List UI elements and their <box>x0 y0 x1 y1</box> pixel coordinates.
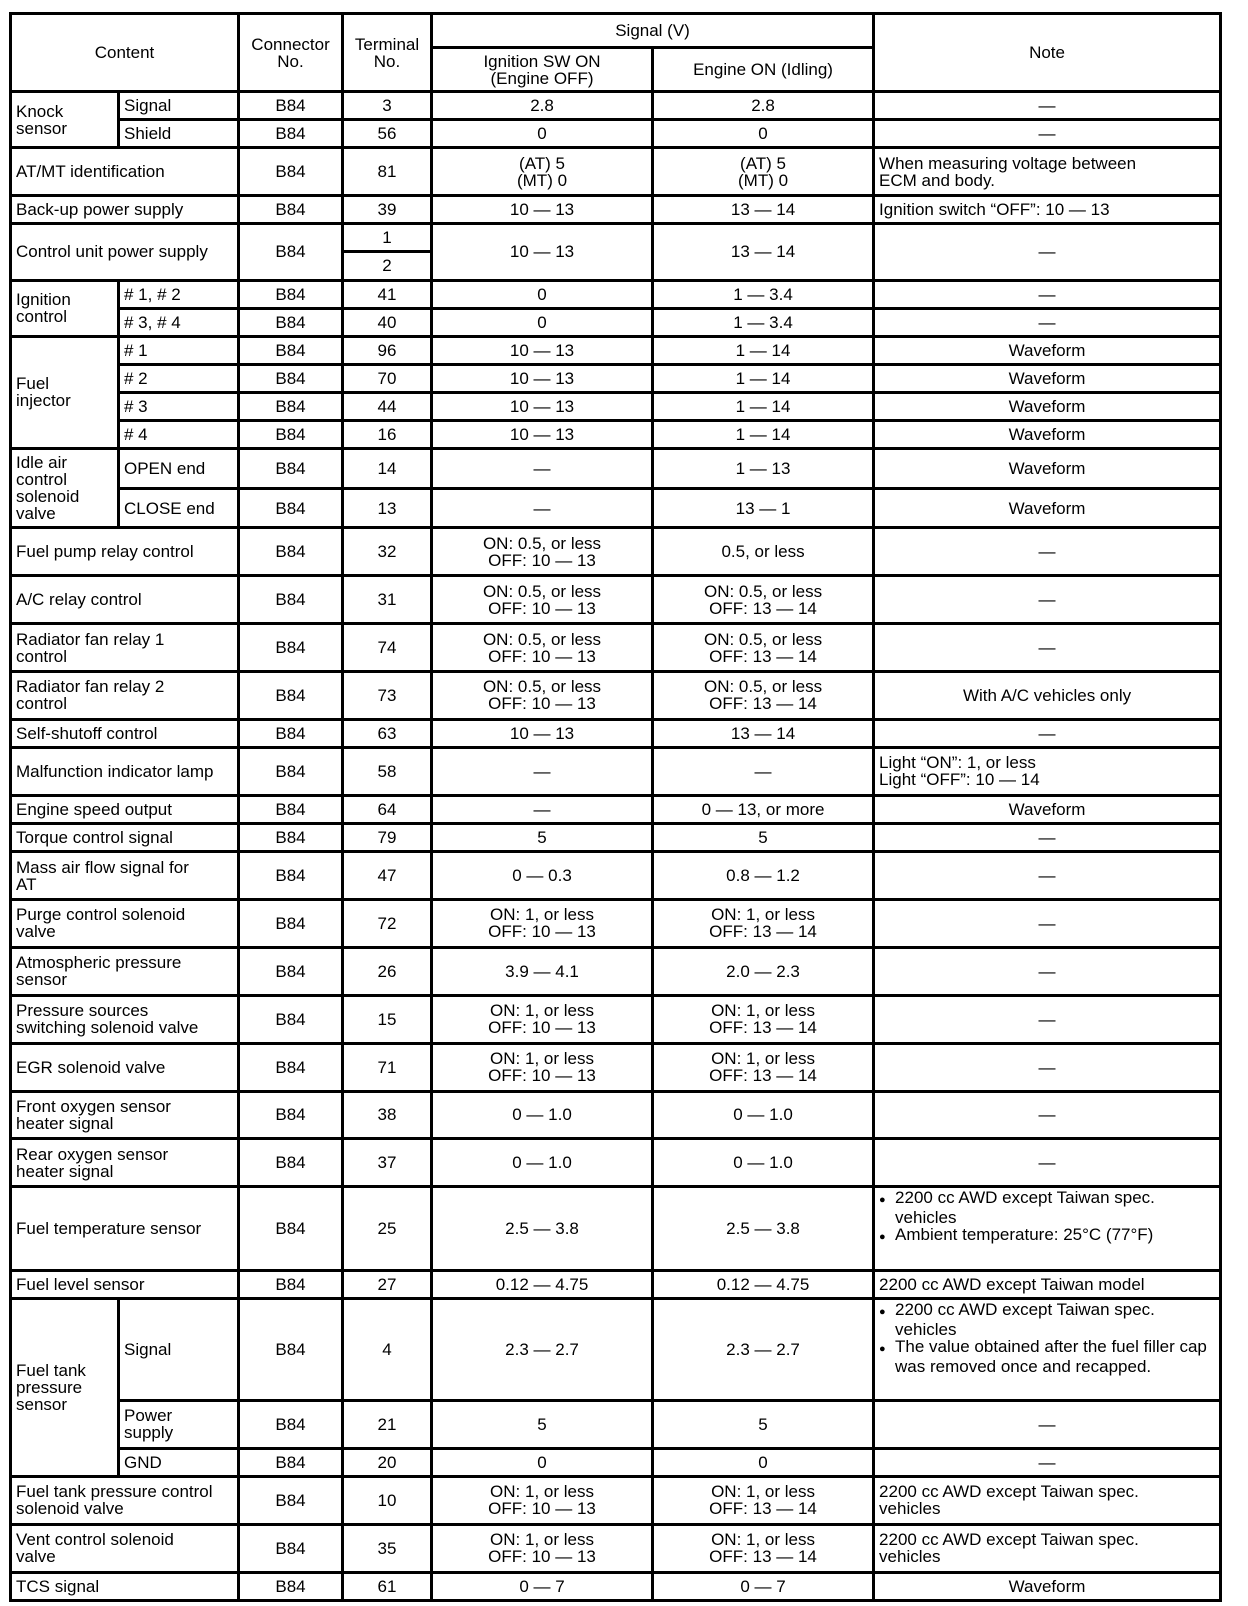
note-cell: — <box>874 308 1221 336</box>
connector-cell: B84 <box>239 1298 343 1400</box>
note-cell: — <box>874 280 1221 308</box>
connector-cell: B84 <box>239 1270 343 1298</box>
content-sub-cell: GND <box>119 1448 239 1476</box>
ignition-on-value: 10 — 13 <box>432 421 653 449</box>
engine-on-value: 0 — 1.0 <box>653 1091 874 1139</box>
ignition-on-value: ON: 0.5, or less OFF: 10 — 13 <box>432 576 653 624</box>
content-name-cell: TCS signal <box>11 1572 239 1600</box>
connector-cell: B84 <box>239 747 343 795</box>
engine-on-value: 0 <box>653 120 874 148</box>
terminal-cell: 35 <box>343 1524 432 1572</box>
engine-on-value: ON: 1, or less OFF: 13 — 14 <box>653 899 874 947</box>
header-ignition-sw-on: Ignition SW ON (Engine OFF) <box>432 48 653 92</box>
ignition-on-value: 5 <box>432 1400 653 1448</box>
terminal-cell: 96 <box>343 336 432 364</box>
note-cell: — <box>874 1043 1221 1091</box>
terminal-cell: 38 <box>343 1091 432 1139</box>
note-cell: Waveform <box>874 488 1221 528</box>
engine-on-value: 13 — 14 <box>653 719 874 747</box>
engine-on-value: ON: 0.5, or less OFF: 13 — 14 <box>653 671 874 719</box>
note-cell: — <box>874 92 1221 120</box>
engine-on-value: 0.8 — 1.2 <box>653 852 874 900</box>
terminal-cell: 47 <box>343 852 432 900</box>
connector-cell: B84 <box>239 1043 343 1091</box>
note-bullet: ● Ambient temperature: 25°C (77°F) <box>879 1226 1215 1246</box>
content-name-cell: Rear oxygen sensor heater signal <box>11 1139 239 1187</box>
table-row <box>11 1139 1221 1187</box>
content-name-cell: Atmospheric pressure sensor <box>11 947 239 995</box>
table-row <box>11 1448 1221 1476</box>
table-row <box>11 747 1221 795</box>
connector-cell: B84 <box>239 1187 343 1270</box>
ignition-on-value: 0 — 7 <box>432 1572 653 1600</box>
terminal-cell: 44 <box>343 392 432 420</box>
engine-on-value: 2.5 — 3.8 <box>653 1187 874 1270</box>
terminal-cell: 72 <box>343 899 432 947</box>
note-cell: 2200 cc AWD except Taiwan model <box>874 1270 1221 1298</box>
table-row <box>11 852 1221 900</box>
ignition-on-value: 0 <box>432 280 653 308</box>
connector-cell: B84 <box>239 392 343 420</box>
engine-on-value: 0.5, or less <box>653 528 874 576</box>
table-row <box>11 308 1221 336</box>
content-sub-cell: # 4 <box>119 421 239 449</box>
table-row <box>11 671 1221 719</box>
connector-cell: B84 <box>239 421 343 449</box>
connector-cell: B84 <box>239 1139 343 1187</box>
content-sub-cell: OPEN end <box>119 449 239 489</box>
content-group-cell: Knock sensor <box>11 92 119 148</box>
connector-cell: B84 <box>239 528 343 576</box>
ignition-on-value: 10 — 13 <box>432 392 653 420</box>
content-group-cell: Idle air control solenoid valve <box>11 449 119 528</box>
header-engine-on-idling: Engine ON (Idling) <box>653 48 874 92</box>
content-name-cell: Pressure sources switching solenoid valve <box>11 995 239 1043</box>
ignition-on-value: ON: 1, or less OFF: 10 — 13 <box>432 1043 653 1091</box>
connector-cell: B84 <box>239 1400 343 1448</box>
note-cell: Waveform <box>874 1572 1221 1600</box>
terminal-cell: 74 <box>343 624 432 672</box>
connector-cell: B84 <box>239 947 343 995</box>
content-sub-cell: # 3 <box>119 392 239 420</box>
note-cell: Waveform <box>874 392 1221 420</box>
terminal-cell: 20 <box>343 1448 432 1476</box>
table-row <box>11 120 1221 148</box>
engine-on-value: 0 — 7 <box>653 1572 874 1600</box>
note-cell: — <box>874 1448 1221 1476</box>
content-name-cell: Fuel temperature sensor <box>11 1187 239 1270</box>
note-cell: — <box>874 224 1221 280</box>
terminal-cell: 2 <box>343 252 432 280</box>
note-cell: — <box>874 823 1221 851</box>
content-name-cell: Fuel tank pressure control solenoid valve <box>11 1476 239 1524</box>
note-cell: — <box>874 528 1221 576</box>
ignition-on-value: 0 — 1.0 <box>432 1091 653 1139</box>
engine-on-value: 1 — 14 <box>653 392 874 420</box>
ignition-on-value: ON: 1, or less OFF: 10 — 13 <box>432 995 653 1043</box>
terminal-cell: 32 <box>343 528 432 576</box>
connector-cell: B84 <box>239 308 343 336</box>
table-row <box>11 1476 1221 1524</box>
note-bullet: ● The value obtained after the fuel filler cap was removed once and recapped. <box>879 1338 1215 1375</box>
content-sub-cell: Shield <box>119 120 239 148</box>
ecm-terminal-signal-table <box>9 12 1222 1602</box>
note-cell: Waveform <box>874 449 1221 489</box>
connector-cell: B84 <box>239 719 343 747</box>
connector-cell: B84 <box>239 449 343 489</box>
connector-cell: B84 <box>239 92 343 120</box>
header-terminal-no: Terminal No. <box>343 14 432 92</box>
engine-on-value: — <box>653 747 874 795</box>
note-cell: — <box>874 120 1221 148</box>
connector-cell: B84 <box>239 576 343 624</box>
engine-on-value: 5 <box>653 823 874 851</box>
table-row <box>11 280 1221 308</box>
table-row <box>11 449 1221 489</box>
connector-cell: B84 <box>239 624 343 672</box>
connector-cell: B84 <box>239 852 343 900</box>
ignition-on-value: — <box>432 795 653 823</box>
ignition-on-value: ON: 0.5, or less OFF: 10 — 13 <box>432 671 653 719</box>
note-cell: 2200 cc AWD except Taiwan spec. vehicles <box>874 1476 1221 1524</box>
table-row <box>11 795 1221 823</box>
engine-on-value: ON: 1, or less OFF: 13 — 14 <box>653 995 874 1043</box>
connector-cell: B84 <box>239 671 343 719</box>
engine-on-value: 13 — 1 <box>653 488 874 528</box>
terminal-cell: 21 <box>343 1400 432 1448</box>
terminal-cell: 16 <box>343 421 432 449</box>
ignition-on-value: 5 <box>432 823 653 851</box>
note-cell: — <box>874 995 1221 1043</box>
ignition-on-value: — <box>432 488 653 528</box>
content-sub-cell: # 3, # 4 <box>119 308 239 336</box>
table-row <box>11 1298 1221 1400</box>
content-name-cell: Self-shutoff control <box>11 719 239 747</box>
note-cell: Waveform <box>874 364 1221 392</box>
note-cell: — <box>874 1139 1221 1187</box>
ignition-on-value: 10 — 13 <box>432 364 653 392</box>
engine-on-value: (AT) 5 (MT) 0 <box>653 148 874 196</box>
engine-on-value: 0.12 — 4.75 <box>653 1270 874 1298</box>
connector-cell: B84 <box>239 196 343 224</box>
note-cell <box>874 1298 1221 1400</box>
connector-cell: B84 <box>239 995 343 1043</box>
terminal-cell: 41 <box>343 280 432 308</box>
connector-cell: B84 <box>239 1448 343 1476</box>
content-sub-cell: # 1 <box>119 336 239 364</box>
ignition-on-value: ON: 1, or less OFF: 10 — 13 <box>432 899 653 947</box>
ignition-on-value: 0.12 — 4.75 <box>432 1270 653 1298</box>
terminal-cell: 37 <box>343 1139 432 1187</box>
connector-cell: B84 <box>239 148 343 196</box>
terminal-cell: 39 <box>343 196 432 224</box>
note-cell: — <box>874 947 1221 995</box>
connector-cell: B84 <box>239 488 343 528</box>
content-group-cell: Fuel tank pressure sensor <box>11 1298 119 1476</box>
terminal-cell: 71 <box>343 1043 432 1091</box>
content-group-cell: Fuel injector <box>11 336 119 448</box>
terminal-cell: 40 <box>343 308 432 336</box>
engine-on-value: 5 <box>653 1400 874 1448</box>
connector-cell: B84 <box>239 899 343 947</box>
ignition-on-value: 10 — 13 <box>432 196 653 224</box>
note-cell: — <box>874 899 1221 947</box>
ignition-on-value: ON: 0.5, or less OFF: 10 — 13 <box>432 528 653 576</box>
content-name-cell: Purge control solenoid valve <box>11 899 239 947</box>
content-name-cell: Back-up power supply <box>11 196 239 224</box>
content-sub-cell: Signal <box>119 1298 239 1400</box>
note-cell: Ignition switch “OFF”: 10 — 13 <box>874 196 1221 224</box>
content-sub-cell: # 2 <box>119 364 239 392</box>
table-row <box>11 92 1221 120</box>
terminal-cell: 14 <box>343 449 432 489</box>
ignition-on-value: 2.3 — 2.7 <box>432 1298 653 1400</box>
content-name-cell: A/C relay control <box>11 576 239 624</box>
table-row <box>11 823 1221 851</box>
terminal-cell: 79 <box>343 823 432 851</box>
engine-on-value: 2.3 — 2.7 <box>653 1298 874 1400</box>
table-row <box>11 1043 1221 1091</box>
terminal-cell: 10 <box>343 1476 432 1524</box>
note-cell: — <box>874 852 1221 900</box>
terminal-cell: 64 <box>343 795 432 823</box>
table-row <box>11 336 1221 364</box>
ignition-on-value: 3.9 — 4.1 <box>432 947 653 995</box>
terminal-cell: 27 <box>343 1270 432 1298</box>
terminal-cell: 3 <box>343 92 432 120</box>
note-cell: With A/C vehicles only <box>874 671 1221 719</box>
ignition-on-value: 10 — 13 <box>432 719 653 747</box>
engine-on-value: 1 — 14 <box>653 364 874 392</box>
content-name-cell: Malfunction indicator lamp <box>11 747 239 795</box>
table-row <box>11 1524 1221 1572</box>
table-row <box>11 148 1221 196</box>
engine-on-value: 1 — 14 <box>653 421 874 449</box>
engine-on-value: 2.0 — 2.3 <box>653 947 874 995</box>
content-name-cell: Radiator fan relay 2 control <box>11 671 239 719</box>
ignition-on-value: ON: 0.5, or less OFF: 10 — 13 <box>432 624 653 672</box>
note-bullet: ● 2200 cc AWD except Taiwan spec. vehicles <box>879 1301 1215 1338</box>
connector-cell: B84 <box>239 224 343 280</box>
engine-on-value: 2.8 <box>653 92 874 120</box>
terminal-cell: 25 <box>343 1187 432 1270</box>
table-row <box>11 528 1221 576</box>
content-name-cell: AT/MT identification <box>11 148 239 196</box>
connector-cell: B84 <box>239 1476 343 1524</box>
ignition-on-value: 0 <box>432 308 653 336</box>
content-name-cell: Fuel pump relay control <box>11 528 239 576</box>
engine-on-value: 13 — 14 <box>653 196 874 224</box>
table-row <box>11 624 1221 672</box>
table-row <box>11 488 1221 528</box>
table-row <box>11 576 1221 624</box>
content-name-cell: Mass air flow signal for AT <box>11 852 239 900</box>
table-row <box>11 719 1221 747</box>
connector-cell: B84 <box>239 364 343 392</box>
content-name-cell: Fuel level sensor <box>11 1270 239 1298</box>
ignition-on-value: 0 — 1.0 <box>432 1139 653 1187</box>
table-row <box>11 1572 1221 1600</box>
note-cell <box>874 1187 1221 1270</box>
ignition-on-value: 10 — 13 <box>432 224 653 280</box>
table-row <box>11 899 1221 947</box>
engine-on-value: ON: 0.5, or less OFF: 13 — 14 <box>653 624 874 672</box>
connector-cell: B84 <box>239 280 343 308</box>
note-cell: Waveform <box>874 795 1221 823</box>
table-row <box>11 1187 1221 1270</box>
terminal-cell: 1 <box>343 224 432 252</box>
engine-on-value: 0 — 1.0 <box>653 1139 874 1187</box>
connector-cell: B84 <box>239 1572 343 1600</box>
table-row <box>11 1400 1221 1448</box>
table-row <box>11 421 1221 449</box>
terminal-cell: 73 <box>343 671 432 719</box>
terminal-cell: 13 <box>343 488 432 528</box>
ignition-on-value: ON: 1, or less OFF: 10 — 13 <box>432 1476 653 1524</box>
header-connector-no: Connector No. <box>239 14 343 92</box>
connector-cell: B84 <box>239 1524 343 1572</box>
note-cell: Light “ON”: 1, or less Light “OFF”: 10 — 14 <box>874 747 1221 795</box>
note-cell: — <box>874 1400 1221 1448</box>
content-sub-cell: CLOSE end <box>119 488 239 528</box>
content-name-cell: Vent control solenoid valve <box>11 1524 239 1572</box>
content-name-cell: Control unit power supply <box>11 224 239 280</box>
content-sub-cell: Power supply <box>119 1400 239 1448</box>
table-row <box>11 1270 1221 1298</box>
table-row <box>11 995 1221 1043</box>
engine-on-value: ON: 1, or less OFF: 13 — 14 <box>653 1476 874 1524</box>
ignition-on-value: — <box>432 449 653 489</box>
content-sub-cell: Signal <box>119 92 239 120</box>
engine-on-value: ON: 1, or less OFF: 13 — 14 <box>653 1043 874 1091</box>
ignition-on-value: (AT) 5 (MT) 0 <box>432 148 653 196</box>
connector-cell: B84 <box>239 120 343 148</box>
terminal-cell: 81 <box>343 148 432 196</box>
table-row <box>11 947 1221 995</box>
note-cell: — <box>874 1091 1221 1139</box>
note-cell: — <box>874 576 1221 624</box>
engine-on-value: ON: 1, or less OFF: 13 — 14 <box>653 1524 874 1572</box>
terminal-cell: 58 <box>343 747 432 795</box>
engine-on-value: 1 — 13 <box>653 449 874 489</box>
terminal-cell: 31 <box>343 576 432 624</box>
ignition-on-value: 2.5 — 3.8 <box>432 1187 653 1270</box>
connector-cell: B84 <box>239 336 343 364</box>
ignition-on-value: — <box>432 747 653 795</box>
ignition-on-value: 10 — 13 <box>432 336 653 364</box>
content-name-cell: Front oxygen sensor heater signal <box>11 1091 239 1139</box>
table-row <box>11 392 1221 420</box>
connector-cell: B84 <box>239 1091 343 1139</box>
header-note: Note <box>874 14 1221 92</box>
content-name-cell: Engine speed output <box>11 795 239 823</box>
note-cell: Waveform <box>874 336 1221 364</box>
ignition-on-value: ON: 1, or less OFF: 10 — 13 <box>432 1524 653 1572</box>
terminal-cell: 61 <box>343 1572 432 1600</box>
note-bullet: ● 2200 cc AWD except Taiwan spec. vehicles <box>879 1189 1215 1226</box>
note-cell: When measuring voltage between ECM and body. <box>874 148 1221 196</box>
content-name-cell: EGR solenoid valve <box>11 1043 239 1091</box>
note-cell: Waveform <box>874 421 1221 449</box>
terminal-cell: 63 <box>343 719 432 747</box>
terminal-cell: 56 <box>343 120 432 148</box>
note-cell: 2200 cc AWD except Taiwan spec. vehicles <box>874 1524 1221 1572</box>
note-cell: — <box>874 624 1221 672</box>
ignition-on-value: 0 — 0.3 <box>432 852 653 900</box>
terminal-cell: 26 <box>343 947 432 995</box>
connector-cell: B84 <box>239 795 343 823</box>
content-name-cell: Torque control signal <box>11 823 239 851</box>
table-row <box>11 224 1221 252</box>
header-content: Content <box>11 14 239 92</box>
terminal-cell: 70 <box>343 364 432 392</box>
ignition-on-value: 0 <box>432 120 653 148</box>
content-name-cell: Radiator fan relay 1 control <box>11 624 239 672</box>
engine-on-value: 1 — 3.4 <box>653 280 874 308</box>
note-cell: — <box>874 719 1221 747</box>
ignition-on-value: 0 <box>432 1448 653 1476</box>
engine-on-value: ON: 0.5, or less OFF: 13 — 14 <box>653 576 874 624</box>
header-signal-v: Signal (V) <box>432 14 874 48</box>
content-sub-cell: # 1, # 2 <box>119 280 239 308</box>
engine-on-value: 1 — 14 <box>653 336 874 364</box>
ignition-on-value: 2.8 <box>432 92 653 120</box>
terminal-cell: 4 <box>343 1298 432 1400</box>
table-row <box>11 364 1221 392</box>
terminal-cell: 15 <box>343 995 432 1043</box>
engine-on-value: 0 — 13, or more <box>653 795 874 823</box>
engine-on-value: 1 — 3.4 <box>653 308 874 336</box>
table-row <box>11 1091 1221 1139</box>
connector-cell: B84 <box>239 823 343 851</box>
engine-on-value: 13 — 14 <box>653 224 874 280</box>
engine-on-value: 0 <box>653 1448 874 1476</box>
table-row <box>11 196 1221 224</box>
content-group-cell: Ignition control <box>11 280 119 336</box>
